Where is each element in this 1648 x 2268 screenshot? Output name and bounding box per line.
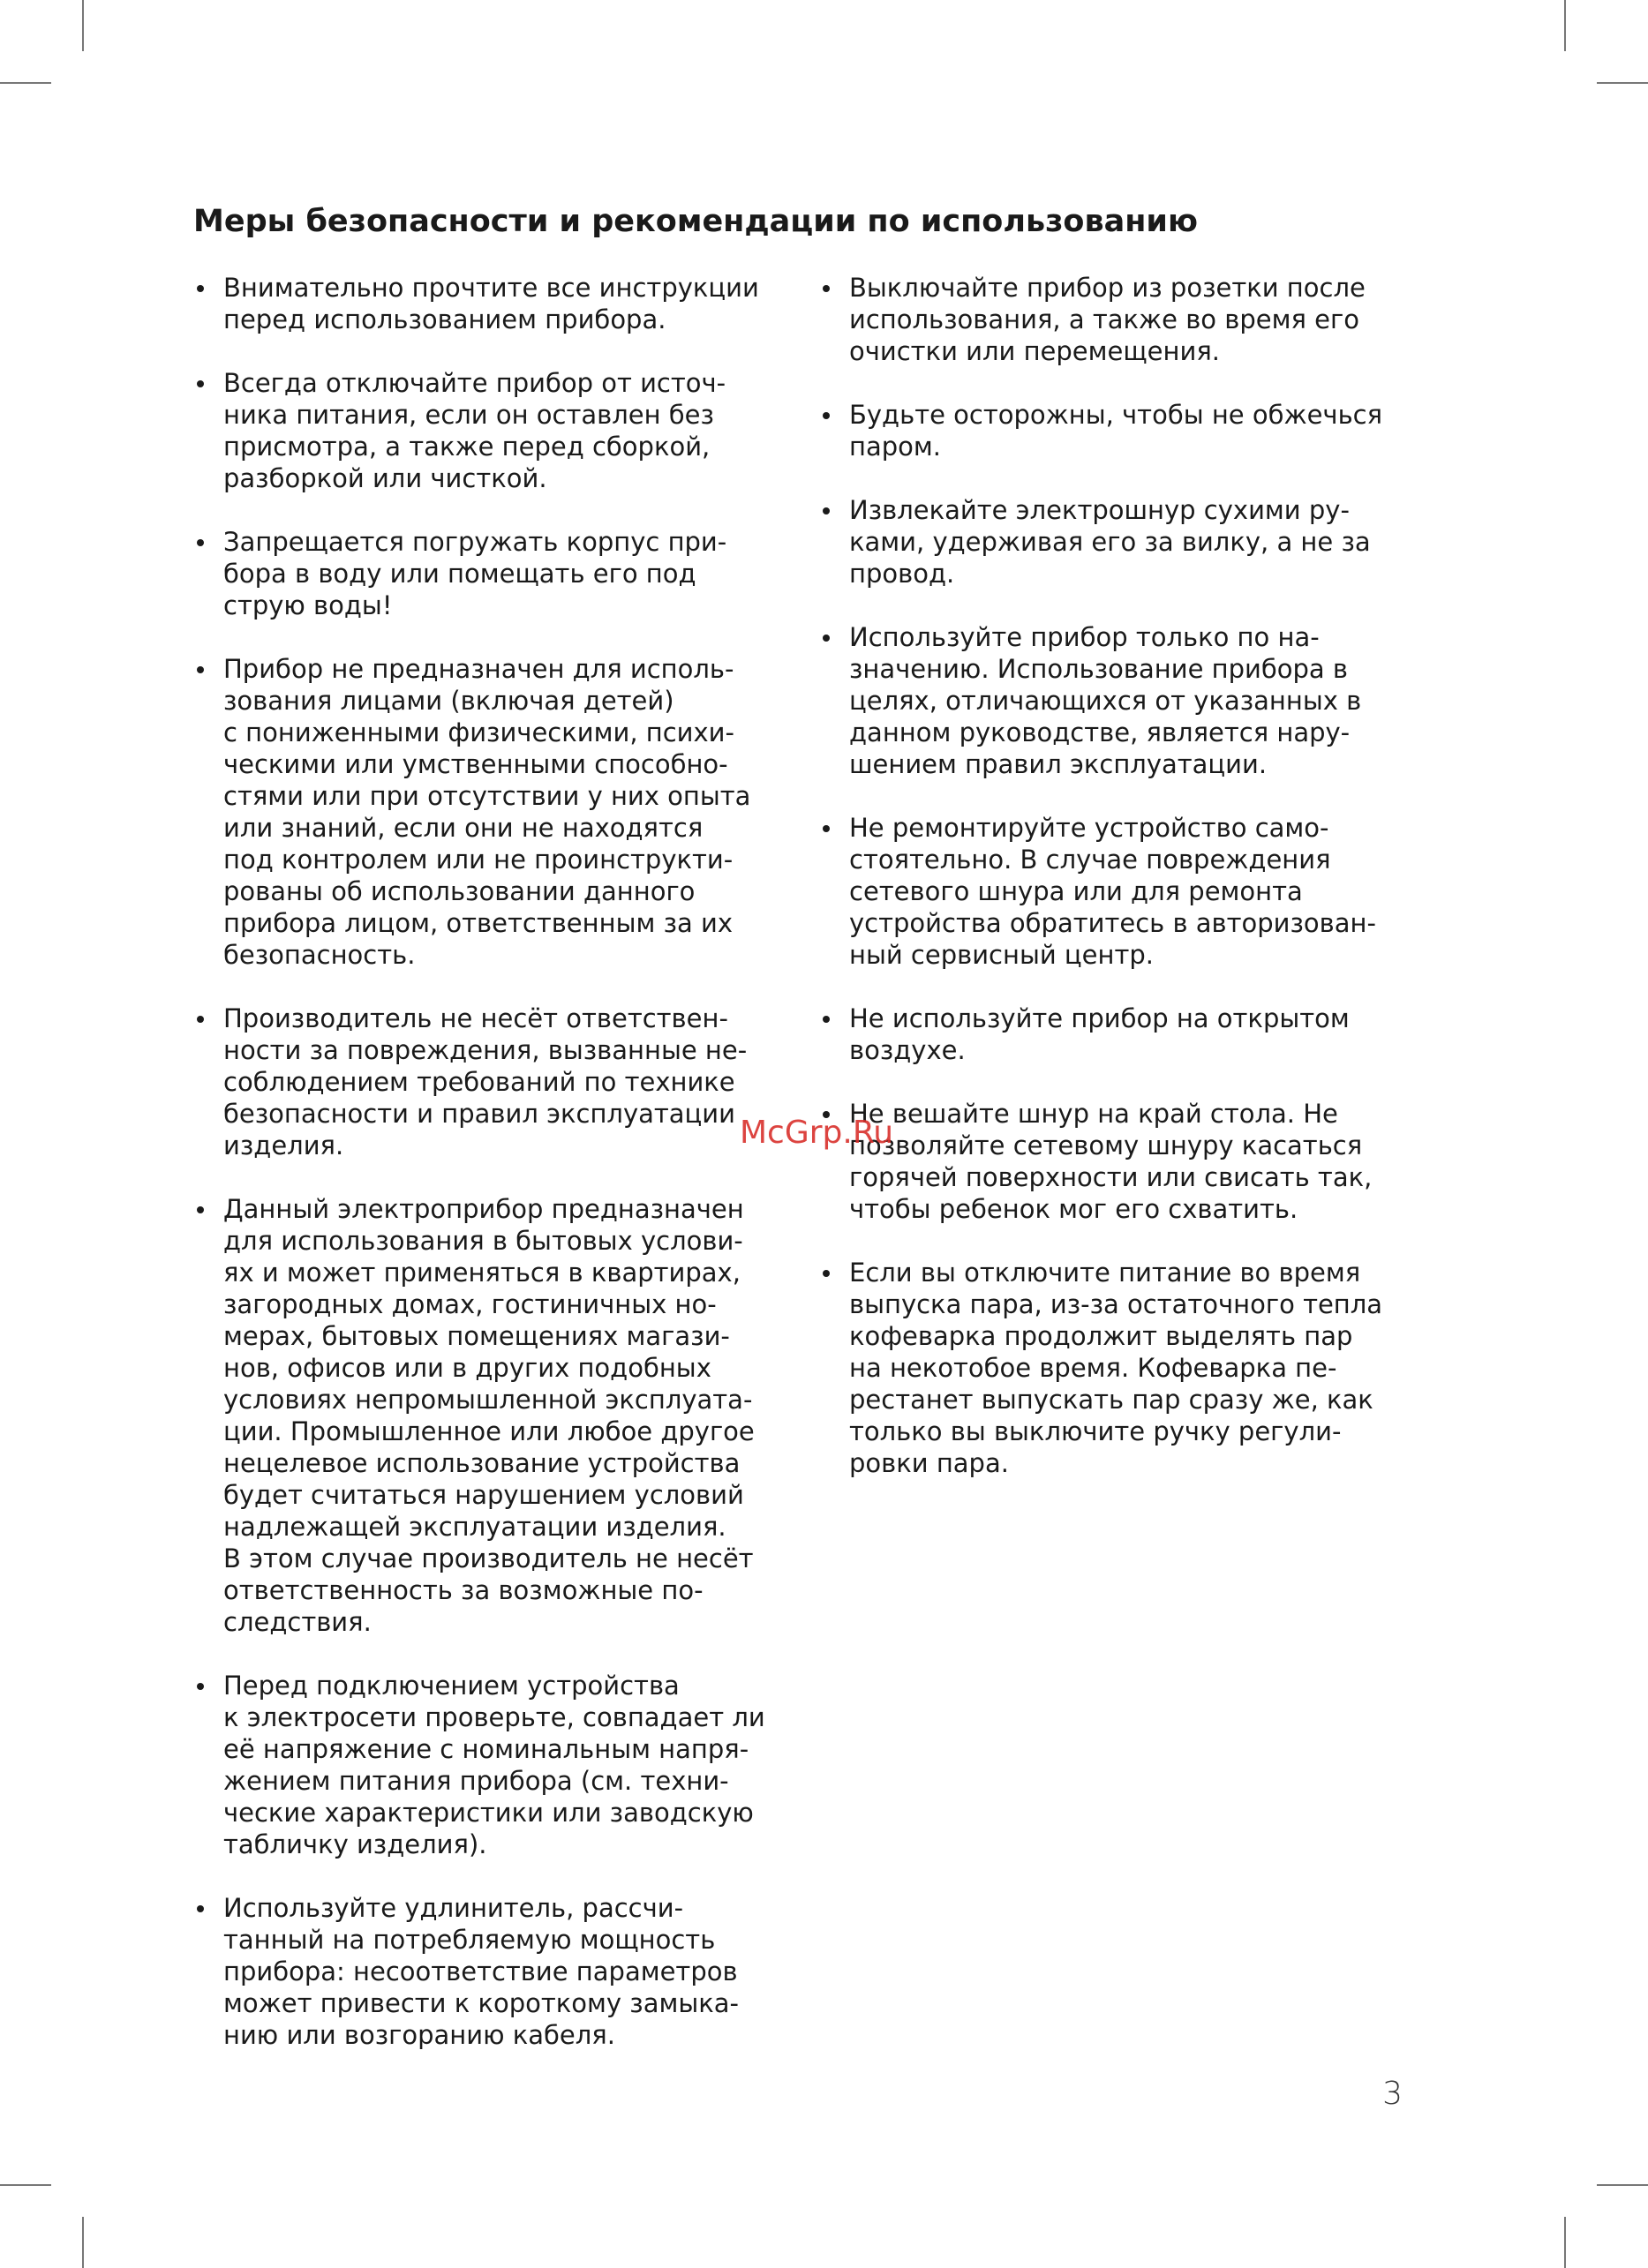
bullet-icon xyxy=(823,635,830,642)
list-item-line: кофеварка продолжит выделять пар xyxy=(849,1321,1353,1351)
list-item-line: будет считаться нарушением условий xyxy=(223,1480,744,1510)
crop-mark-bottom-right-horizontal xyxy=(1597,2184,1648,2186)
list-item xyxy=(193,1892,794,2051)
list-item-line: Используйте удлинитель, рассчи- xyxy=(223,1893,684,1923)
crop-mark-top-right-vertical xyxy=(1564,0,1566,51)
list-item-line: выпуска пара, из-за остаточного тепла xyxy=(849,1289,1383,1319)
list-item xyxy=(819,494,1437,590)
list-item-line: на некотобое время. Кофеварка пе- xyxy=(849,1353,1337,1383)
list-item-line: Не ремонтируйте устройство само- xyxy=(849,813,1329,843)
list-item-line: нов, офисов или в других подобных xyxy=(223,1353,711,1383)
list-item-line: Будьте осторожны, чтобы не обжечься xyxy=(849,400,1383,430)
list-item xyxy=(193,1003,794,1161)
list-item-line: данном руководстве, является нару- xyxy=(849,717,1351,747)
list-item xyxy=(193,1670,794,1860)
list-item-line: рестанет выпускать пар сразу же, как xyxy=(849,1385,1373,1415)
page-title: Меры безопасности и рекомендации по использованию xyxy=(193,204,1198,239)
bullet-icon xyxy=(197,1206,204,1213)
list-item-line: может привести к короткому замыка- xyxy=(223,1988,740,2018)
list-item-line: струю воды! xyxy=(223,590,393,620)
list-item xyxy=(819,812,1437,971)
list-item-line: Используйте прибор только по на- xyxy=(849,622,1320,652)
crop-mark-bottom-left-vertical xyxy=(82,2217,84,2268)
bullet-icon xyxy=(823,412,830,419)
list-item-line: прибора лицом, ответственным за их xyxy=(223,908,733,938)
list-item-line: Перед подключением устройства xyxy=(223,1671,680,1701)
list-item-line: нию или возгоранию кабеля. xyxy=(223,2020,615,2050)
list-item-line: целях, отличающихся от указанных в xyxy=(849,686,1362,716)
page-number: 3 xyxy=(1382,2076,1403,2112)
list-item-line: очистки или перемещения. xyxy=(849,336,1220,366)
list-item-line: нецелевое использование устройства xyxy=(223,1448,741,1478)
bullet-icon xyxy=(823,507,830,514)
list-item xyxy=(193,272,794,335)
list-item-line: соблюдением требований по технике xyxy=(223,1067,735,1097)
list-item-line: изделия. xyxy=(223,1130,344,1160)
bullet-icon xyxy=(197,380,204,387)
list-item-line: значению. Использование прибора в xyxy=(849,654,1348,684)
list-item-line: ный сервисный центр. xyxy=(849,940,1154,970)
list-item-line: стями или при отсутствии у них опыта xyxy=(223,781,751,811)
bullet-icon xyxy=(197,539,204,546)
list-item-line: Извлекайте электрошнур сухими ру- xyxy=(849,495,1350,525)
right-column-list xyxy=(819,272,1437,1511)
list-item-line: условиях непромышленной эксплуата- xyxy=(223,1385,753,1415)
list-item-line: Производитель не несёт ответствен- xyxy=(223,1003,728,1033)
list-item-line: ответственность за возможные по- xyxy=(223,1575,704,1605)
list-item xyxy=(819,1098,1437,1225)
list-item-line: прибора: несоответствие параметров xyxy=(223,1956,738,1986)
bullet-icon xyxy=(197,1683,204,1690)
bullet-icon xyxy=(823,825,830,832)
list-item xyxy=(819,399,1437,462)
list-item xyxy=(193,367,794,494)
crop-mark-top-left-vertical xyxy=(82,0,84,51)
list-item-line: ческие характеристики или заводскую xyxy=(223,1798,754,1828)
list-item-line: сетевого шнура или для ремонта xyxy=(849,876,1303,906)
list-item-line: присмотра, а также перед сборкой, xyxy=(223,432,711,462)
list-item-line: провод. xyxy=(849,559,955,589)
list-item xyxy=(819,621,1437,780)
list-item-line: или знаний, если они не находятся xyxy=(223,813,704,843)
left-column-list xyxy=(193,272,794,2083)
list-item-line: безопасности и правил эксплуатации xyxy=(223,1099,735,1129)
list-item-line: с пониженными физическими, психи- xyxy=(223,717,734,747)
list-item xyxy=(193,653,794,971)
list-item xyxy=(819,1257,1437,1479)
list-item-line: Внимательно прочтите все инструкции xyxy=(223,273,759,303)
list-item-line: ях и может применяться в квартирах, xyxy=(223,1258,741,1288)
list-item-line: горячей поверхности или свисать так, xyxy=(849,1162,1373,1192)
list-item-line: разборкой или чисткой. xyxy=(223,463,547,493)
crop-mark-top-left-horizontal xyxy=(0,82,51,84)
list-item-line: Если вы отключите питание во время xyxy=(849,1258,1361,1288)
list-item-line: ника питания, если он оставлен без xyxy=(223,400,714,430)
list-item-line: стоятельно. В случае повреждения xyxy=(849,845,1331,875)
list-item-line: рованы об использовании данного xyxy=(223,876,696,906)
list-item xyxy=(819,272,1437,367)
crop-mark-bottom-right-vertical xyxy=(1564,2217,1566,2268)
bullet-icon xyxy=(823,1270,830,1277)
list-item-line: Не используйте прибор на открытом xyxy=(849,1003,1350,1033)
list-item-line: Выключайте прибор из розетки после xyxy=(849,273,1366,303)
list-item-line: для использования в бытовых услови- xyxy=(223,1226,743,1256)
list-item-line: надлежащей эксплуатации изделия. xyxy=(223,1512,726,1542)
crop-mark-bottom-left-horizontal xyxy=(0,2184,51,2186)
list-item-line: ции. Промышленное или любое другое xyxy=(223,1416,755,1446)
list-item-line: устройства обратитесь в авторизован- xyxy=(849,908,1376,938)
list-item-line: ности за повреждения, вызванные не- xyxy=(223,1035,748,1065)
list-item-line: только вы выключите ручку регули- xyxy=(849,1416,1342,1446)
list-item-line: жением питания прибора (см. техни- xyxy=(223,1766,729,1796)
list-item-line: мерах, бытовых помещениях магази- xyxy=(223,1321,730,1351)
bullet-icon xyxy=(823,285,830,292)
list-item-line: использования, а также во время его xyxy=(849,304,1359,334)
list-item-line: ческими или умственными способно- xyxy=(223,749,728,779)
bullet-icon xyxy=(197,1905,204,1912)
list-item-line: загородных домах, гостиничных но- xyxy=(223,1289,717,1319)
list-item-line: к электросети проверьте, совпадает ли xyxy=(223,1702,765,1732)
list-item-line: шением правил эксплуатации. xyxy=(849,749,1268,779)
list-item xyxy=(193,1193,794,1638)
list-item-line: воздухе. xyxy=(849,1035,966,1065)
list-item-line: паром. xyxy=(849,432,941,462)
list-item-line: Не вешайте шнур на край стола. Не xyxy=(849,1099,1338,1129)
list-item-line: чтобы ребенок мог его схватить. xyxy=(849,1194,1298,1224)
list-item-line: бора в воду или помещать его под xyxy=(223,559,696,589)
list-item-line: зования лицами (включая детей) xyxy=(223,686,674,716)
bullet-icon xyxy=(197,666,204,673)
list-item-line: Данный электроприбор предназначен xyxy=(223,1194,744,1224)
list-item-line: танный на потребляемую мощность xyxy=(223,1925,716,1955)
list-item-line: Запрещается погружать корпус при- xyxy=(223,527,727,557)
list-item-line: её напряжение с номинальным напря- xyxy=(223,1734,749,1764)
list-item xyxy=(819,1003,1437,1066)
list-item-line: под контролем или не проинструкти- xyxy=(223,845,734,875)
bullet-icon xyxy=(197,1016,204,1023)
list-item-line: В этом случае производитель не несёт xyxy=(223,1543,754,1573)
watermark: McGrp.Ru xyxy=(740,1115,894,1151)
crop-mark-top-right-horizontal xyxy=(1597,82,1648,84)
list-item-line: перед использованием прибора. xyxy=(223,304,666,334)
bullet-icon xyxy=(197,285,204,292)
list-item-line: безопасность. xyxy=(223,940,416,970)
list-item-line: позволяйте сетевому шнуру касаться xyxy=(849,1130,1363,1160)
list-item-line: табличку изделия). xyxy=(223,1829,487,1859)
list-item-line: ками, удерживая его за вилку, а не за xyxy=(849,527,1371,557)
list-item-line: следствия. xyxy=(223,1607,372,1637)
list-item-line: ровки пара. xyxy=(849,1448,1009,1478)
list-item-line: Прибор не предназначен для исполь- xyxy=(223,654,734,684)
bullet-icon xyxy=(823,1016,830,1023)
list-item xyxy=(193,526,794,621)
list-item-line: Всегда отключайте прибор от источ- xyxy=(223,368,726,398)
